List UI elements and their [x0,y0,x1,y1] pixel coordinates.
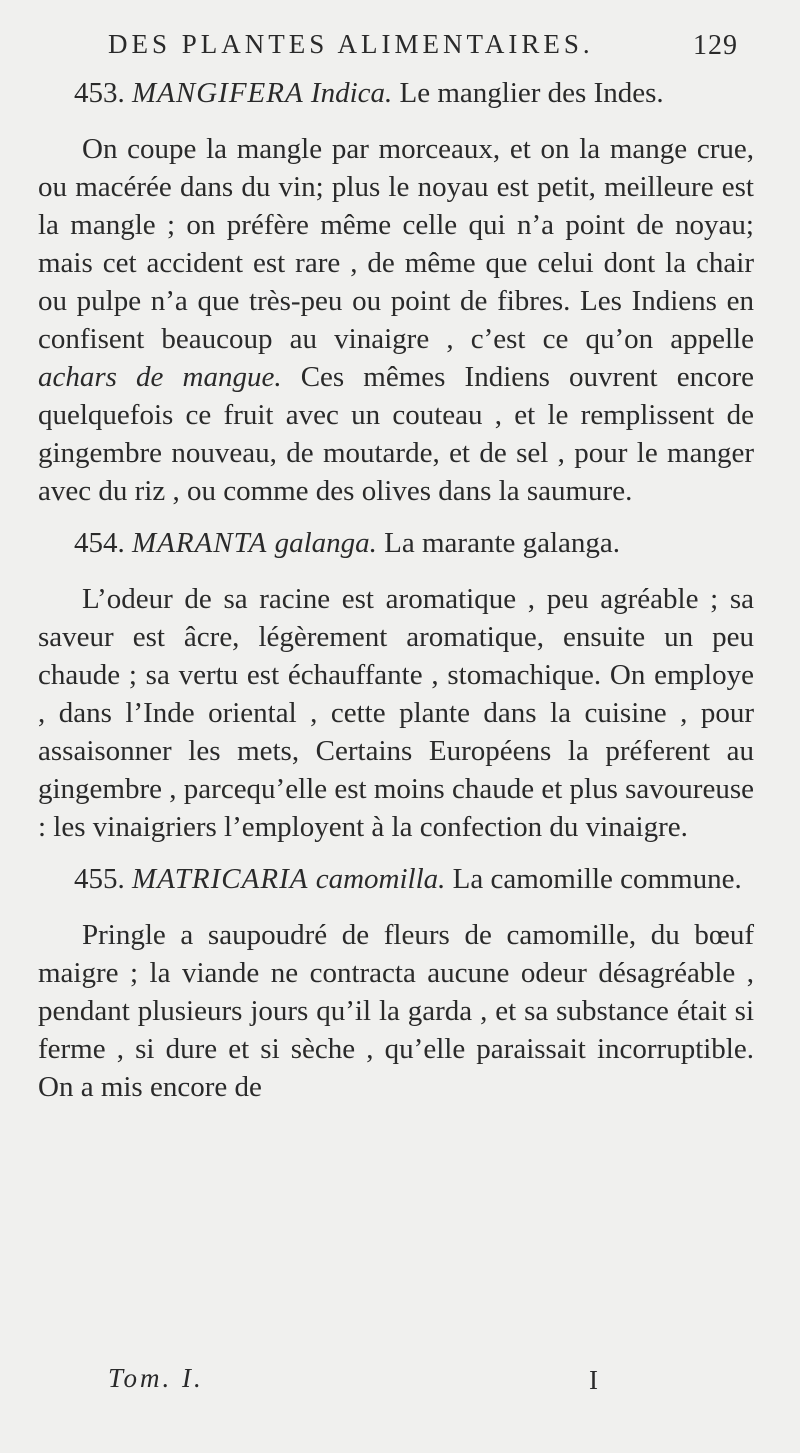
entry-paragraph-453 [38,130,754,510]
entry-genus: MARANTA [132,527,268,559]
entry-paragraph-455 [38,916,754,1106]
entry-common-name: La camomille commune. [452,863,742,895]
entry-species: galanga. [274,527,377,559]
volume-signature: Tom. I. [108,1363,204,1393]
running-title: DES PLANTES ALIMENTAIRES. [108,29,594,59]
entry-number: 453. [74,77,125,109]
paragraph-text: On coupe la mangle par morceaux, et on la mange crue, ou macérée dans du vin; plus le noyau est petit, meilleure est la mangle ; on préfère même celle qui n’a point de noyau; mais cet accident est rare , de même que celui dont la chair ou pulpe n’a que très-peu ou point de fibres. Les Indiens en confisent beaucoup au vinaigre , c’est ce qu’on appelle [38,133,754,355]
entry-species: camomilla. [315,863,446,895]
running-head [108,24,748,64]
entry-common-name: La marante galanga. [384,527,621,559]
entry-number: 454. [74,527,125,559]
entry-heading-455 [38,860,754,898]
paragraph-text: L’odeur de sa racine est aromatique , peu agréable ; sa saveur est âcre, légèrement aromatique, ensuite un peu chaude ; sa vertu est échauffante , stomachique. On employe , dans l’Inde oriental , cette plante dans la cuisine , pour assaisonner les mets, Certains Européens la préferent au gingembre , parcequ’elle est moins chaude et plus savoureuse : les vinaigriers l’employent à la confection du vinaigre. [38,583,754,843]
entry-genus: MANGIFERA [132,77,304,109]
page-footer [108,1358,628,1398]
gathering-mark: I [589,1365,598,1395]
entry-genus: MATRICARIA [132,863,309,895]
paragraph-text: Ces mêmes Indiens ouvrent encore quelquefois ce fruit avec un couteau , et le remplissent de gingembre nouveau, de moutarde, et de sel , pour le manger avec du riz , ou comme des olives dans la saumure. [38,361,754,507]
entry-common-name: Le manglier des Indes. [399,77,664,109]
page-body [38,74,754,1106]
paragraph-text: Pringle a saupoudré de fleurs de camomille, du bœuf maigre ; la viande ne contracta aucune odeur désagréable , pendant plusieurs jours qu’il la garda , et sa substance était si ferme , si dure et si sèche , qu’elle paraissait incorruptible. On a mis encore de [38,919,754,1103]
entry-paragraph-454 [38,580,754,846]
entry-heading-453 [38,74,754,112]
entry-number: 455. [74,863,125,895]
page-number: 129 [693,30,738,61]
entry-heading-454 [38,524,754,562]
entry-species: Indica. [310,77,393,109]
paragraph-italic-term: achars de mangue. [38,361,282,393]
